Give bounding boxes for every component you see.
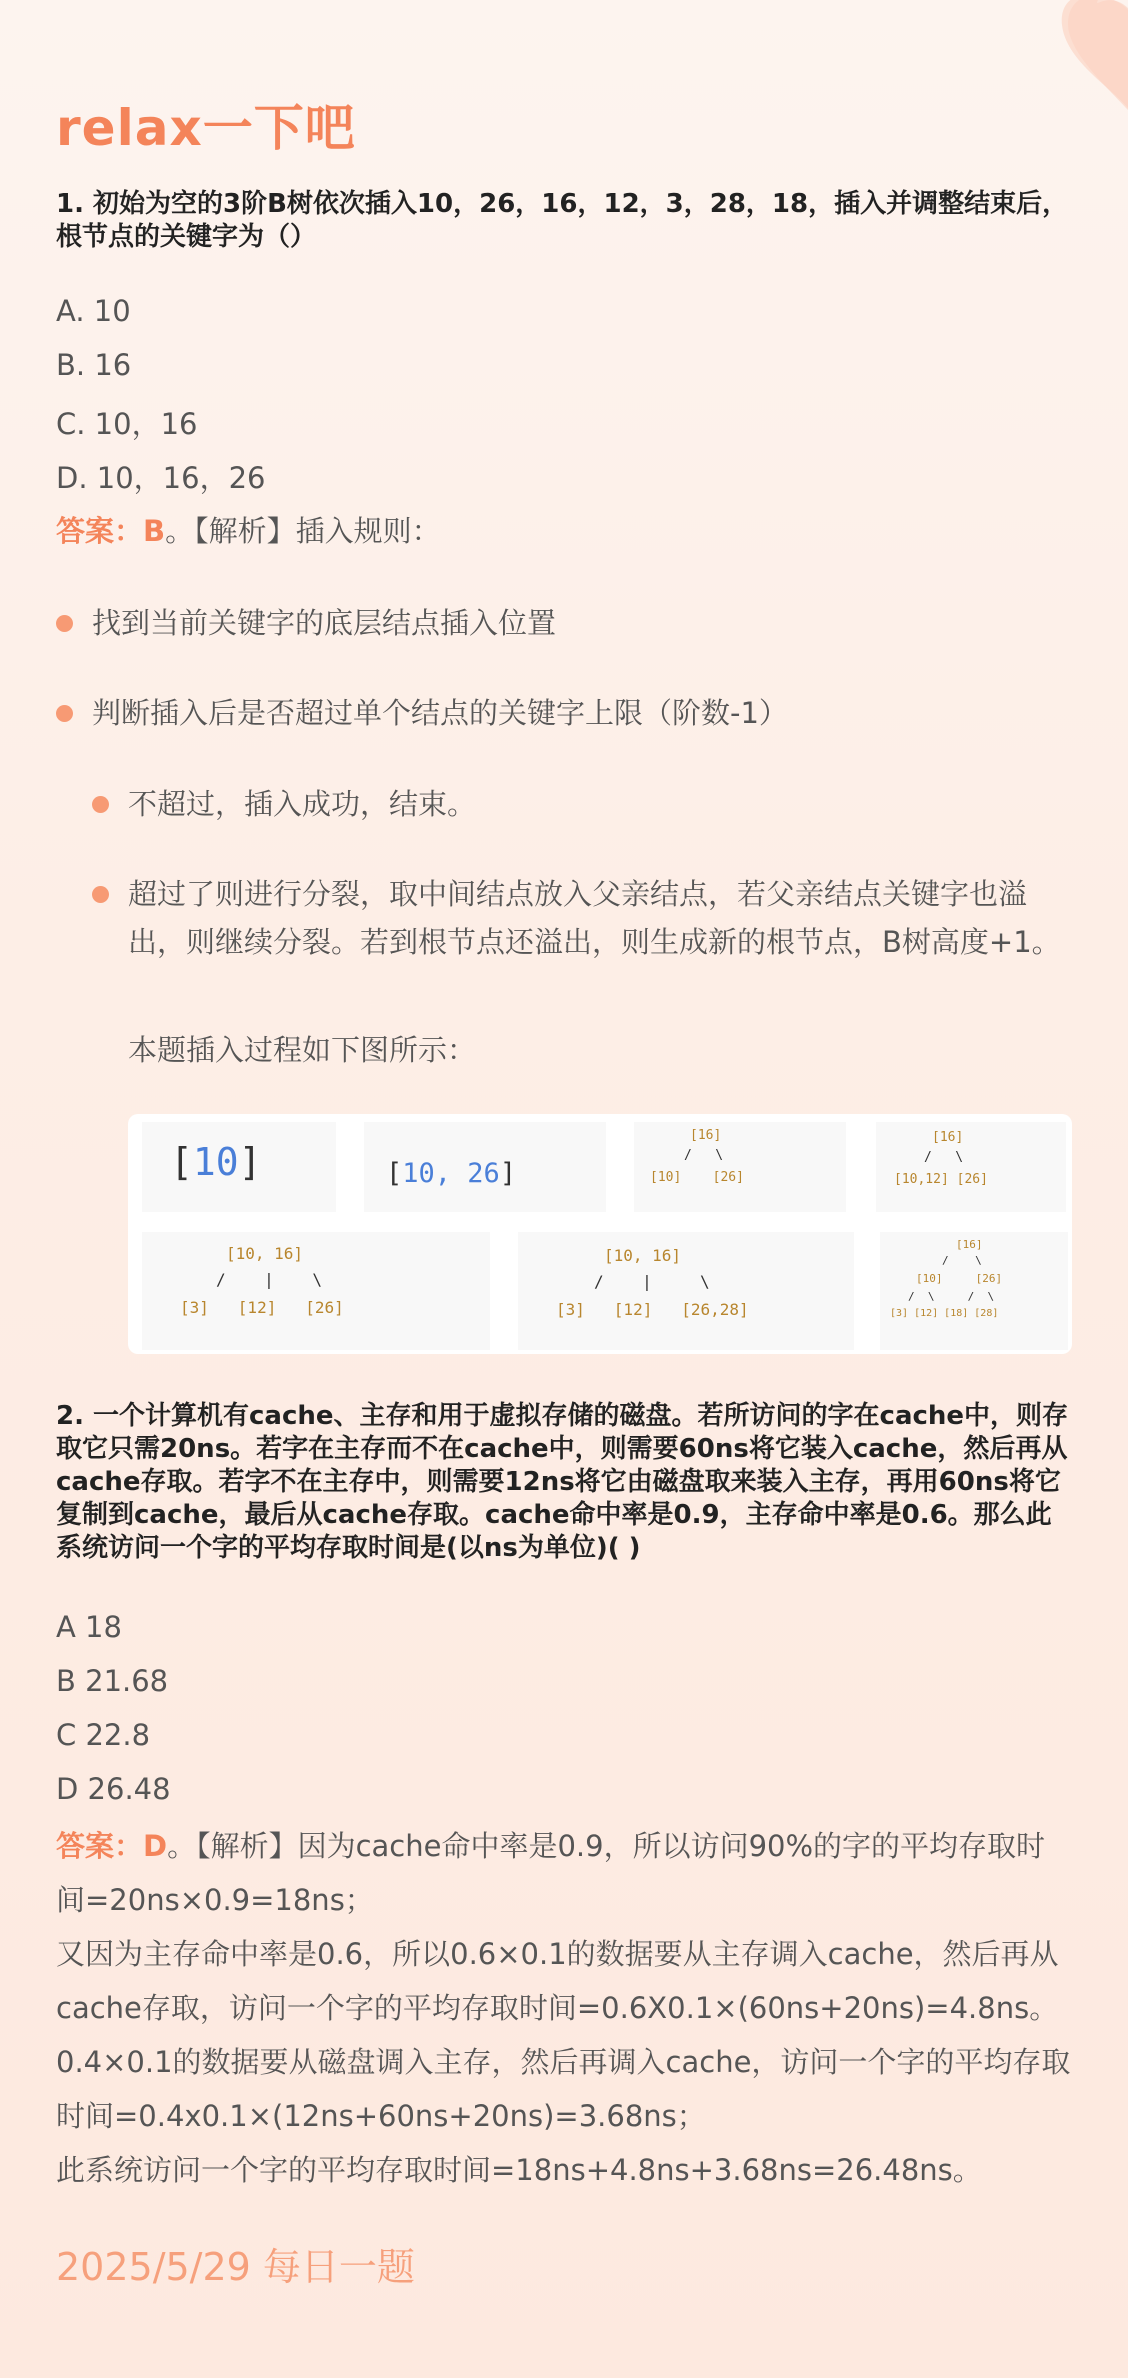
step-7-mid: [10] [26] <box>916 1272 1003 1285</box>
step-7 <box>880 1232 1068 1350</box>
q1-answer-label: 答案：B <box>56 514 166 548</box>
step-1-node: [10] <box>170 1140 262 1184</box>
q1-rule-2: 判断插入后是否超过单个结点的关键字上限（阶数-1） <box>92 696 788 730</box>
bullet-dot-icon <box>92 796 109 813</box>
step-3-root: [16] <box>690 1128 722 1143</box>
step-5-edges: / | \ <box>216 1270 322 1289</box>
q1-subrule-2: 超过了则进行分裂，取中间结点放入父亲结点，若父亲结点关键字也溢出，则继续分裂。若到根节点还溢出，则生成新的根节点，B树高度+1。 <box>128 877 1061 959</box>
q1-answer <box>56 504 1072 558</box>
step-5-root: [10, 16] <box>226 1244 304 1263</box>
step-7-edges-2: / \ / \ <box>908 1290 995 1303</box>
btree-insertion-figure <box>128 1114 1072 1354</box>
q2-explanation-4: 此系统访问一个字的平均存取时间=18ns+4.8ns+3.68ns=26.48ns。 <box>56 2153 982 2187</box>
q1-option-b: B. 16 <box>56 348 132 382</box>
heart-decoration-icon <box>998 0 1128 130</box>
q2-explanation-3: 0.4×0.1的数据要从磁盘调入主存，然后再调入cache，访问一个字的平均存取时间=0.4x0.1×(12ns+60ns+20ns)=3.68ns； <box>56 2045 1071 2133</box>
question-1: 1. 初始为空的3阶B树依次插入10，26，16，12，3，28，18，插入并调整结束后，根节点的关键字为（） <box>56 189 1069 252</box>
step-3-leaves: [10] [26] <box>650 1170 744 1185</box>
step-2 <box>364 1122 606 1212</box>
step-1 <box>142 1122 336 1212</box>
q2-answer-label: 答案：D <box>56 1829 168 1863</box>
q1-subrule-1: 不超过，插入成功，结束。 <box>128 787 477 821</box>
step-4-edges: / \ <box>924 1150 964 1165</box>
step-7-edges-1: / \ <box>942 1254 982 1267</box>
q2-explanation-2: 又因为主存命中率是0.6，所以0.6×0.1的数据要从主存调入cache，然后再从cache存取，访问一个字的平均存取时间=0.6X0.1×(60ns+20ns)=4.8ns。 <box>56 1937 1059 2025</box>
step-7-leaves: [3] [12] [18] [28] <box>890 1308 999 1319</box>
bullet-dot-icon <box>92 886 109 903</box>
step-6 <box>518 1232 854 1350</box>
step-6-edges: / | \ <box>594 1272 710 1291</box>
step-3-edges: / \ <box>684 1148 724 1163</box>
footer-date: 2025/5/29 每日一题 <box>56 2245 415 2289</box>
step-5-leaves: [3] [12] [26] <box>180 1298 344 1317</box>
step-7-root: [16] <box>956 1238 983 1251</box>
bullet-dot-icon <box>56 615 73 632</box>
step-6-root: [10, 16] <box>604 1246 682 1265</box>
question-2: 2. 一个计算机有cache、主存和用于虚拟存储的磁盘。若所访问的字在cache中，则存取它只需20ns。若字在主存而不在cache中，则需要60ns将它装入cache，然后再从cache存取。若字不在主存中，则需要12ns将它由磁盘取来装入主存，再用60ns将它复制到cache，最后从cache存取。cache命中率是0.9，主存命中率是0.6。那么此系统访问一个字的平均存取时间是(以ns为单位)( ) <box>56 1401 1069 1563</box>
q1-answer-text: 。【解析】插入规则： <box>165 514 441 548</box>
step-5 <box>142 1232 490 1350</box>
step-4-root: [16] <box>932 1130 964 1145</box>
step-6-leaves: [3] [12] [26,28] <box>556 1300 749 1319</box>
q2-option-c: C 22.8 <box>56 1718 151 1752</box>
q2-option-b: B 21.68 <box>56 1664 169 1698</box>
step-4-leaves: [10,12] [26] <box>894 1172 988 1187</box>
q2-answer <box>56 1819 1072 1927</box>
step-4 <box>876 1122 1066 1212</box>
step-3 <box>634 1122 846 1212</box>
q2-option-d: D 26.48 <box>56 1772 171 1806</box>
q1-option-c: C. 10，16 <box>56 407 198 441</box>
q1-option-d: D. 10，16，26 <box>56 461 266 495</box>
step-2-node: [10, 26] <box>386 1158 517 1189</box>
page-title: relax一下吧 <box>56 99 356 157</box>
q2-option-a: A 18 <box>56 1610 122 1644</box>
q2-answer-text: 。【解析】因为cache命中率是0.9，所以访问90%的字的平均存取时间=20ns×0.9=18ns； <box>56 1829 1046 1917</box>
q1-rule-1: 找到当前关键字的底层结点插入位置 <box>92 606 557 640</box>
figure-caption: 本题插入过程如下图所示： <box>128 1033 477 1067</box>
bullet-dot-icon <box>56 705 73 722</box>
q1-option-a: A. 10 <box>56 294 131 328</box>
